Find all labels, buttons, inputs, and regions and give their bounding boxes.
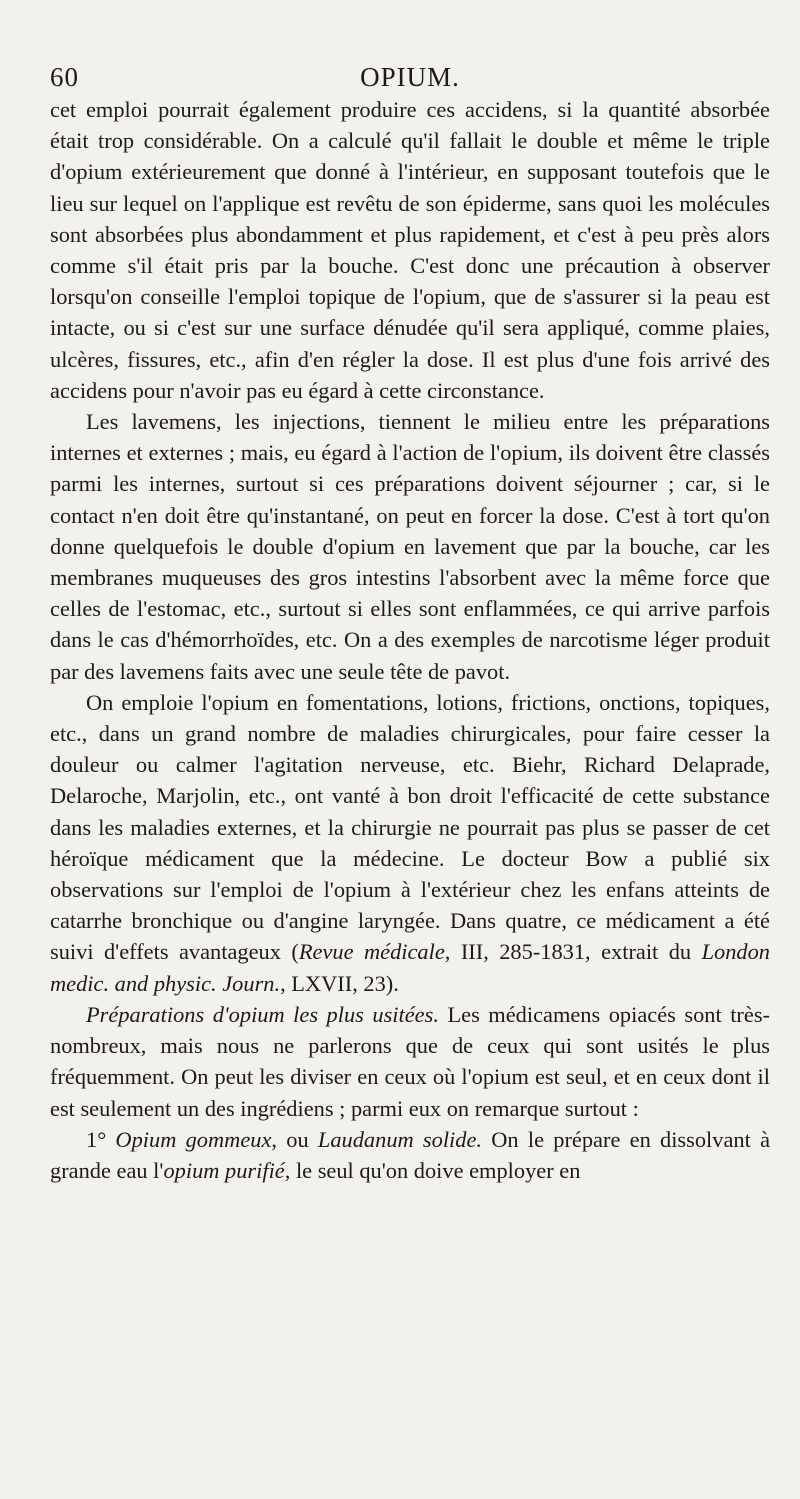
paragraph-text: , LXVII, 23). bbox=[280, 970, 399, 996]
page-number: 60 bbox=[50, 62, 79, 92]
citation-revue: Revue médicale bbox=[298, 939, 445, 965]
paragraph-text: cet emploi pourrait également produire ces accidens, si la quantité absorbée était trop considérable. On a calculé qu'il fallait le double et même le triple d'opium extérieurement que donné à l'intérieur, en supposant toutefois que le lieu sur lequel on l'applique est revêtu de son épiderme, sans quoi les molécules sont absorbées plus abondamment et plus rapidement, et c'est à peu près alors comme s'il était pris par la bouche. C'est donc une précaution à observer lorsqu'on conseille l'emploi topique de l'opium, que de s'assurer si la peau est intacte, ou si c'est sur une surface dénudée qu'il sera appliqué, comme plaies, ulcères, fissures, etc., afin d'en régler la dose. Il est plus d'une fois arrivé des accidens pour n'avoir pas eu égard à cette circonstance. bbox=[50, 97, 770, 403]
paragraph-text: On le prépare en dissolvant à grande eau l' bbox=[50, 1126, 771, 1183]
paragraph-continuation bbox=[50, 94, 770, 406]
paragraph-fomentations bbox=[50, 687, 770, 999]
running-header bbox=[50, 58, 770, 94]
paragraph-text: , ou bbox=[271, 1126, 318, 1152]
term-laudanum: Laudanum solide. bbox=[317, 1126, 483, 1152]
term-opium-gommeux: Opium gommeux bbox=[115, 1126, 272, 1152]
paragraph-text: , III, 285-1831, extrait du bbox=[444, 939, 702, 965]
section-heading: Préparations d'opium les plus usitées. bbox=[86, 1001, 439, 1027]
term-opium-purifie: opium purifié, bbox=[163, 1157, 291, 1183]
citation-london: London medic. and physic. Journ. bbox=[50, 939, 770, 996]
paragraph-lavemens bbox=[50, 406, 770, 687]
paragraph-text: Les lavemens, les injections, tiennent le milieu entre les préparations internes et externes ; mais, eu égard à l'action de l'opium, ils doivent être classés parmi les internes, surtout si ces préparations doivent séjourner ; car, si le contact n'en doit être qu'instantané, on peut en forcer la dose. C'est à tort qu'on donne quelquefois le double d'opium en lavement que par la bouche, car les membranes muqueuses des gros intestins l'absorbent avec la même force que celles de l'estomac, etc., surtout si elles sont enflammées, ce qui arrive parfois dans le cas d'hémorrhoïdes, etc. On a des exemples de narcotisme léger produit par des lavemens faits avec une seule tête de pavot. bbox=[50, 409, 770, 684]
paragraph-text: Les médicamens opiacés sont très-nombreux, mais nous ne parlerons que de ceux qui sont usités le plus fréquemment. On peut les diviser en ceux où l'opium est seul, et en ceux dont il est seulement un des ingrédiens ; parmi eux on remarque surtout : bbox=[50, 1001, 770, 1121]
paragraph-preparations bbox=[50, 999, 770, 1124]
list-number: 1° bbox=[86, 1126, 116, 1152]
running-title: OPIUM. bbox=[360, 62, 460, 92]
paragraph-text: le seul qu'on doive employer en bbox=[290, 1157, 581, 1183]
paragraph-text: On emploie l'opium en fomentations, lotions, frictions, onctions, topiques, etc., dans un grand nombre de maladies chirurgicales, pour faire cesser la douleur ou calmer l'agitation nerveuse, etc. Biehr, Richard Delaprade, Delaroche, Marjolin, etc., ont vanté à bon droit l'efficacité de cette substance dans les maladies externes, et la chirurgie ne pourrait pas plus se passer de cet héroïque médicament que la médecine. Le docteur Bow a publié six observations sur l'emploi de l'opium à l'extérieur chez les enfans atteints de catarrhe bronchique ou d'angine laryngée. Dans quatre, ce médicament a été suivi d'effets avantageux ( bbox=[50, 689, 770, 965]
page-body bbox=[50, 94, 770, 1186]
list-item-1 bbox=[50, 1124, 770, 1186]
